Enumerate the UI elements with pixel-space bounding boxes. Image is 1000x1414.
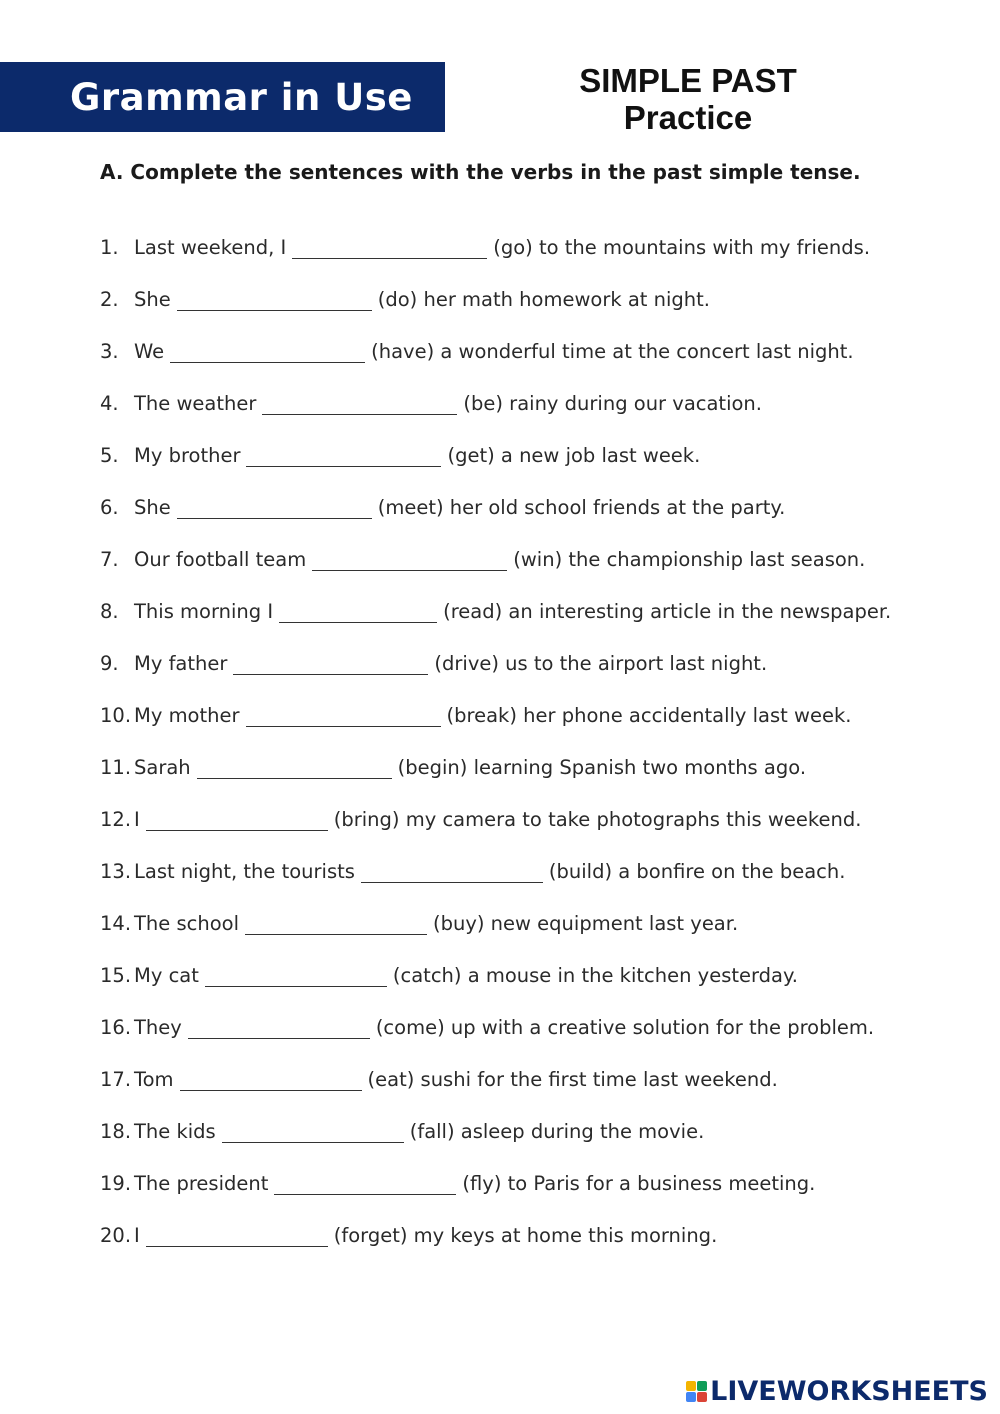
brand-mark-square (697, 1392, 707, 1402)
item-number: 5. (100, 444, 119, 467)
answer-blank[interactable] (205, 964, 387, 987)
sentence-end: (win) the championship last season. (513, 548, 866, 571)
item-number: 6. (100, 496, 119, 519)
answer-blank[interactable] (246, 704, 441, 727)
exercise-item (100, 340, 960, 392)
exercise-list (100, 236, 960, 1276)
sentence-start: My brother (134, 444, 241, 467)
answer-blank[interactable] (188, 1016, 370, 1039)
sentence-start: She (134, 288, 171, 311)
answer-blank[interactable] (170, 340, 365, 363)
item-number: 4. (100, 392, 119, 415)
sentence-end: (read) an interesting article in the newspaper. (443, 600, 892, 623)
sentence-start: Tom (134, 1068, 174, 1091)
page-title (560, 62, 816, 136)
answer-blank[interactable] (180, 1068, 362, 1091)
brand-logo (686, 1376, 988, 1407)
exercise-item (100, 808, 960, 860)
title-line-1: SIMPLE PAST (579, 62, 797, 99)
sentence-start: I (134, 808, 140, 831)
sentence-end: (have) a wonderful time at the concert last night. (371, 340, 854, 363)
item-number: 1. (100, 236, 119, 259)
item-number: 15. (100, 964, 132, 987)
sentence-end: (break) her phone accidentally last week. (446, 704, 852, 727)
sentence-end: (do) her math homework at night. (377, 288, 710, 311)
sentence-end: (catch) a mouse in the kitchen yesterday. (392, 964, 798, 987)
sentence-end: (bring) my camera to take photographs this weekend. (333, 808, 862, 831)
sentence-start: Our football team (134, 548, 307, 571)
item-number: 19. (100, 1172, 132, 1195)
answer-blank[interactable] (197, 756, 392, 779)
exercise-item (100, 288, 960, 340)
answer-blank[interactable] (361, 860, 543, 883)
exercise-item (100, 912, 960, 964)
item-number: 7. (100, 548, 119, 571)
item-number: 12. (100, 808, 132, 831)
banner (0, 62, 445, 132)
answer-blank[interactable] (222, 1120, 404, 1143)
brand-mark-square (697, 1381, 707, 1391)
exercise-item (100, 236, 960, 288)
answer-blank[interactable] (177, 288, 372, 311)
exercise-item (100, 1172, 960, 1224)
answer-blank[interactable] (274, 1172, 456, 1195)
exercise-item (100, 756, 960, 808)
sentence-start: The president (134, 1172, 269, 1195)
item-number: 8. (100, 600, 119, 623)
answer-blank[interactable] (292, 236, 487, 259)
item-number: 10. (100, 704, 132, 727)
sentence-start: She (134, 496, 171, 519)
sentence-end: (fly) to Paris for a business meeting. (462, 1172, 816, 1195)
item-number: 13. (100, 860, 132, 883)
sentence-end: (begin) learning Spanish two months ago. (397, 756, 807, 779)
sentence-end: (drive) us to the airport last night. (434, 652, 768, 675)
exercise-item (100, 1224, 960, 1276)
sentence-start: Last weekend, I (134, 236, 287, 259)
sentence-start: We (134, 340, 165, 363)
answer-blank[interactable] (177, 496, 372, 519)
sentence-start: The kids (134, 1120, 216, 1143)
exercise-item (100, 1016, 960, 1068)
exercise-item (100, 860, 960, 912)
answer-blank[interactable] (262, 392, 457, 415)
sentence-end: (meet) her old school friends at the party. (377, 496, 786, 519)
sentence-end: (forget) my keys at home this morning. (333, 1224, 718, 1247)
answer-blank[interactable] (146, 1224, 328, 1247)
sentence-end: (get) a new job last week. (447, 444, 701, 467)
sentence-start: They (134, 1016, 182, 1039)
item-number: 3. (100, 340, 119, 363)
item-number: 2. (100, 288, 119, 311)
answer-blank[interactable] (312, 548, 507, 571)
exercise-item (100, 600, 960, 652)
item-number: 11. (100, 756, 132, 779)
brand-mark-square (686, 1392, 696, 1402)
answer-blank[interactable] (279, 600, 437, 623)
item-number: 17. (100, 1068, 132, 1091)
sentence-start: My cat (134, 964, 199, 987)
item-number: 9. (100, 652, 119, 675)
exercise-item (100, 548, 960, 600)
sentence-start: The school (134, 912, 239, 935)
exercise-item (100, 704, 960, 756)
sentence-start: My mother (134, 704, 240, 727)
item-number: 20. (100, 1224, 132, 1247)
sentence-end: (fall) asleep during the movie. (409, 1120, 705, 1143)
item-number: 16. (100, 1016, 132, 1039)
brand-name: LIVEWORKSHEETS (710, 1376, 988, 1407)
exercise-item (100, 1120, 960, 1172)
exercise-item (100, 1068, 960, 1120)
brand-mark-square (686, 1381, 696, 1391)
answer-blank[interactable] (246, 444, 441, 467)
sentence-start: This morning I (134, 600, 274, 623)
exercise-item (100, 496, 960, 548)
sentence-end: (buy) new equipment last year. (432, 912, 739, 935)
sentence-end: (come) up with a creative solution for the problem. (375, 1016, 875, 1039)
exercise-item (100, 964, 960, 1016)
sentence-start: Last night, the tourists (134, 860, 355, 883)
banner-title: Grammar in Use (70, 75, 413, 119)
exercise-item (100, 652, 960, 704)
sentence-start: I (134, 1224, 140, 1247)
sentence-end: (build) a bonfire on the beach. (548, 860, 846, 883)
answer-blank[interactable] (233, 652, 428, 675)
sentence-end: (go) to the mountains with my friends. (493, 236, 871, 259)
sentence-end: (eat) sushi for the first time last weekend. (367, 1068, 778, 1091)
item-number: 18. (100, 1120, 132, 1143)
sentence-start: Sarah (134, 756, 191, 779)
brand-mark-icon (686, 1381, 707, 1402)
answer-blank[interactable] (245, 912, 427, 935)
sentence-start: The weather (134, 392, 257, 415)
exercise-item (100, 444, 960, 496)
sentence-start: My father (134, 652, 228, 675)
sentence-end: (be) rainy during our vacation. (463, 392, 762, 415)
instruction: A. Complete the sentences with the verbs in the past simple tense. (100, 160, 861, 184)
answer-blank[interactable] (146, 808, 328, 831)
title-line-2: Practice (623, 99, 753, 136)
item-number: 14. (100, 912, 132, 935)
exercise-item (100, 392, 960, 444)
